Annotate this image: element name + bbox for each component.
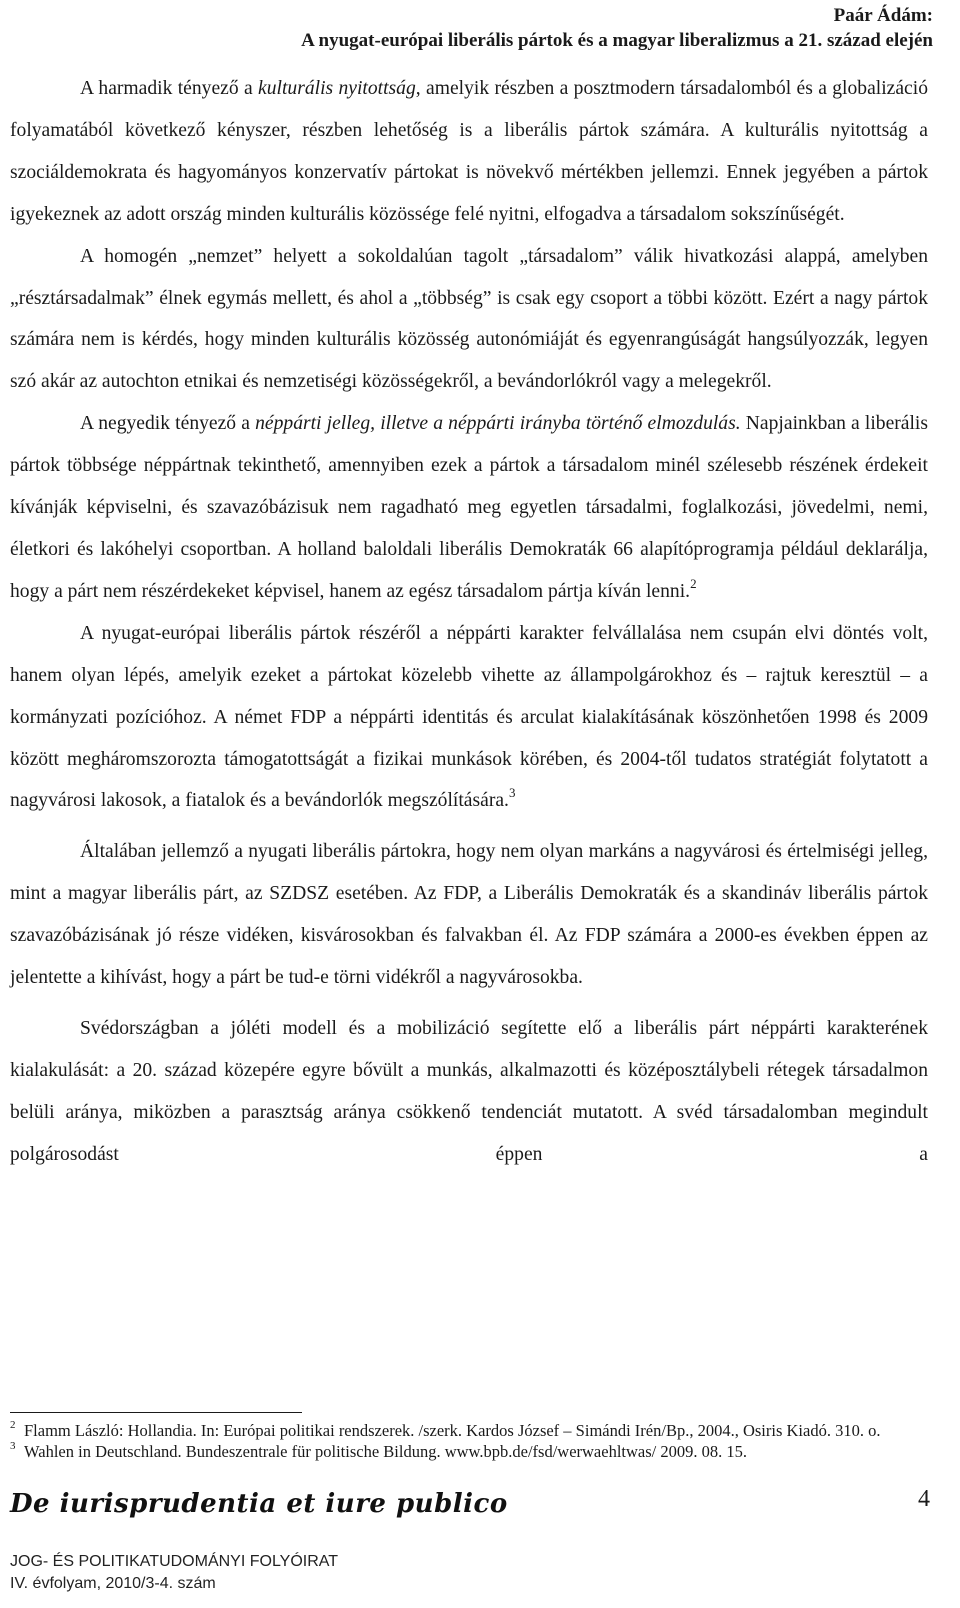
journal-subtitle-line: JOG- ÉS POLITIKATUDOMÁNYI FOLYÓIRAT (10, 1553, 339, 1570)
running-header (301, 3, 933, 53)
footnote-number: 2 (10, 1419, 16, 1431)
header-title: A nyugat-európai liberális pártok és a magyar liberalizmus a 21. század elején (301, 30, 933, 51)
p1-emphasis: kulturális nyitottság (258, 78, 416, 99)
p3-text-b: Napjainkban a liberális pártok többsége néppártnak tekinthető, amennyiben ezek a pártok a társadalom minél szélesebb részének érdekeit kívánják képviselni, és szavazóbázisuk nem ragadható meg egyetlen társadalmi, foglalkozási, jövedelmi, nemi, életkori és lakóhelyi csoportban. A holland baloldali liberális Demokraták 66 alapítóprogramja például deklarálja, hogy a párt nem részérdekeket képvisel, hanem az egész társadalom pártja kíván lenni. (10, 413, 929, 602)
p1-text-b: , amelyik részben a posztmodern társadalomból és a globalizáció folyamatából következő kényszer, részben lehetőség is a liberális pártok számára. A kulturális nyitottság a szociáldemokrata és hagyományos konzervatív pártokat is növekvő mértékben jellemzi. Ennek jegyében a pártok igyekeznek az adott ország minden kulturális közössége felé nyitni, elfogadva a társadalom sokszínűségét. (10, 78, 928, 225)
p3-emphasis: néppárti jelleg, illetve a néppárti irányba történő elmozdulás. (255, 413, 741, 435)
p3-text-a: A negyedik tényező a (80, 413, 256, 435)
journal-title: De iurisprudentia et iure publico (10, 1489, 508, 1519)
paragraph-3 (10, 403, 928, 613)
paragraph-1 (10, 68, 928, 236)
footnote-ref-2[interactable]: 2 (690, 575, 697, 591)
footnote-text: Flamm László: Hollandia. In: Európai politikai rendszerek. /szerk. Kardos József – Simándi Irén/Bp., 2004., Osiris Kiadó. 310. o. (24, 1421, 881, 1440)
footnotes (10, 1420, 928, 1462)
header-author: Paár Ádám: (833, 5, 933, 26)
footnote-text: Wahlen in Deutschland. Bundeszentrale für politische Bildung. www.bpb.de/fsd/werwaehltwas/ 2009. 08. 15. (24, 1442, 747, 1461)
p4-text: A nyugat-európai liberális pártok részéről a néppárti karakter felvállalása nem csupán elvi döntés volt, hanem olyan lépés, amelyik ezeket a pártokat közelebb vihette az állampolgárokhoz és – rajtuk keresztül – a kormányzati pozícióhoz. A német FDP a néppárti identitás és arculat kialakításának köszönhetően 1998 és 2009 között megháromszorozta támogatottságát a fizikai munkások körében, és 2004-től tudatos stratégiát folytatott a nagyvárosi lakosok, a fiatalok és a bevándorlók megszólítására. (10, 622, 928, 812)
footnote-separator (10, 1412, 302, 1413)
paragraph-2: A homogén „nemzet” helyett a sokoldalúan tagolt „társadalom” válik hivatkozási alappá, amelyben „résztársadalmak” élnek egymás mellett, és ahol a „többség” is csak egy csoport a többi között. Ezért a nagy pártok számára nem is kérdés, hogy minden kulturális közösség autonómiáját és egyenrangúságát hangsúlyozzák, legyen szó akár az autochton etnikai és nemzetiségi közösségekről, a bevándorlókról vagy a melegekről. (10, 245, 928, 393)
paragraph-5: Általában jellemző a nyugati liberális pártokra, hogy nem olyan markáns a nagyvárosi és értelmiségi jelleg, mint a magyar liberális párt, az SZDSZ esetében. Az FDP, a Liberális Demokraták és a skandináv liberális pártok szavazóbázisának jó része vidéken, kisvárosokban és falvakban él. Az FDP számára a 2000-es években éppen az jelentette a kihívást, hogy a párt be tud-e törni vidékről a nagyvárosokba. (10, 841, 928, 989)
footnote-number: 3 (10, 1440, 16, 1452)
journal-issue: IV. évfolyam, 2010/3-4. szám (10, 1575, 216, 1592)
page-number: 4 (918, 1486, 930, 1512)
p1-text-a: A harmadik tényező a (80, 78, 259, 99)
footnote-2 (10, 1420, 928, 1441)
footnote-ref-3[interactable]: 3 (508, 785, 516, 801)
journal-subtitle (10, 1551, 338, 1595)
paragraph-6: Svédországban a jóléti modell és a mobilizáció segítette elő a liberális párt néppárti karakterének kialakulását: a 20. század közepére egyre bővült a munkás, alkalmazotti és középosztálybeli rétegek társadalmon belüli aránya, miközben a parasztság aránya csökkenő tendenciát mutatott. A svéd társadalomban megindult polgárosodást éppen a (10, 1017, 928, 1165)
footnote-3 (10, 1441, 928, 1462)
paragraph-4 (10, 613, 928, 823)
article-body (10, 68, 928, 1176)
